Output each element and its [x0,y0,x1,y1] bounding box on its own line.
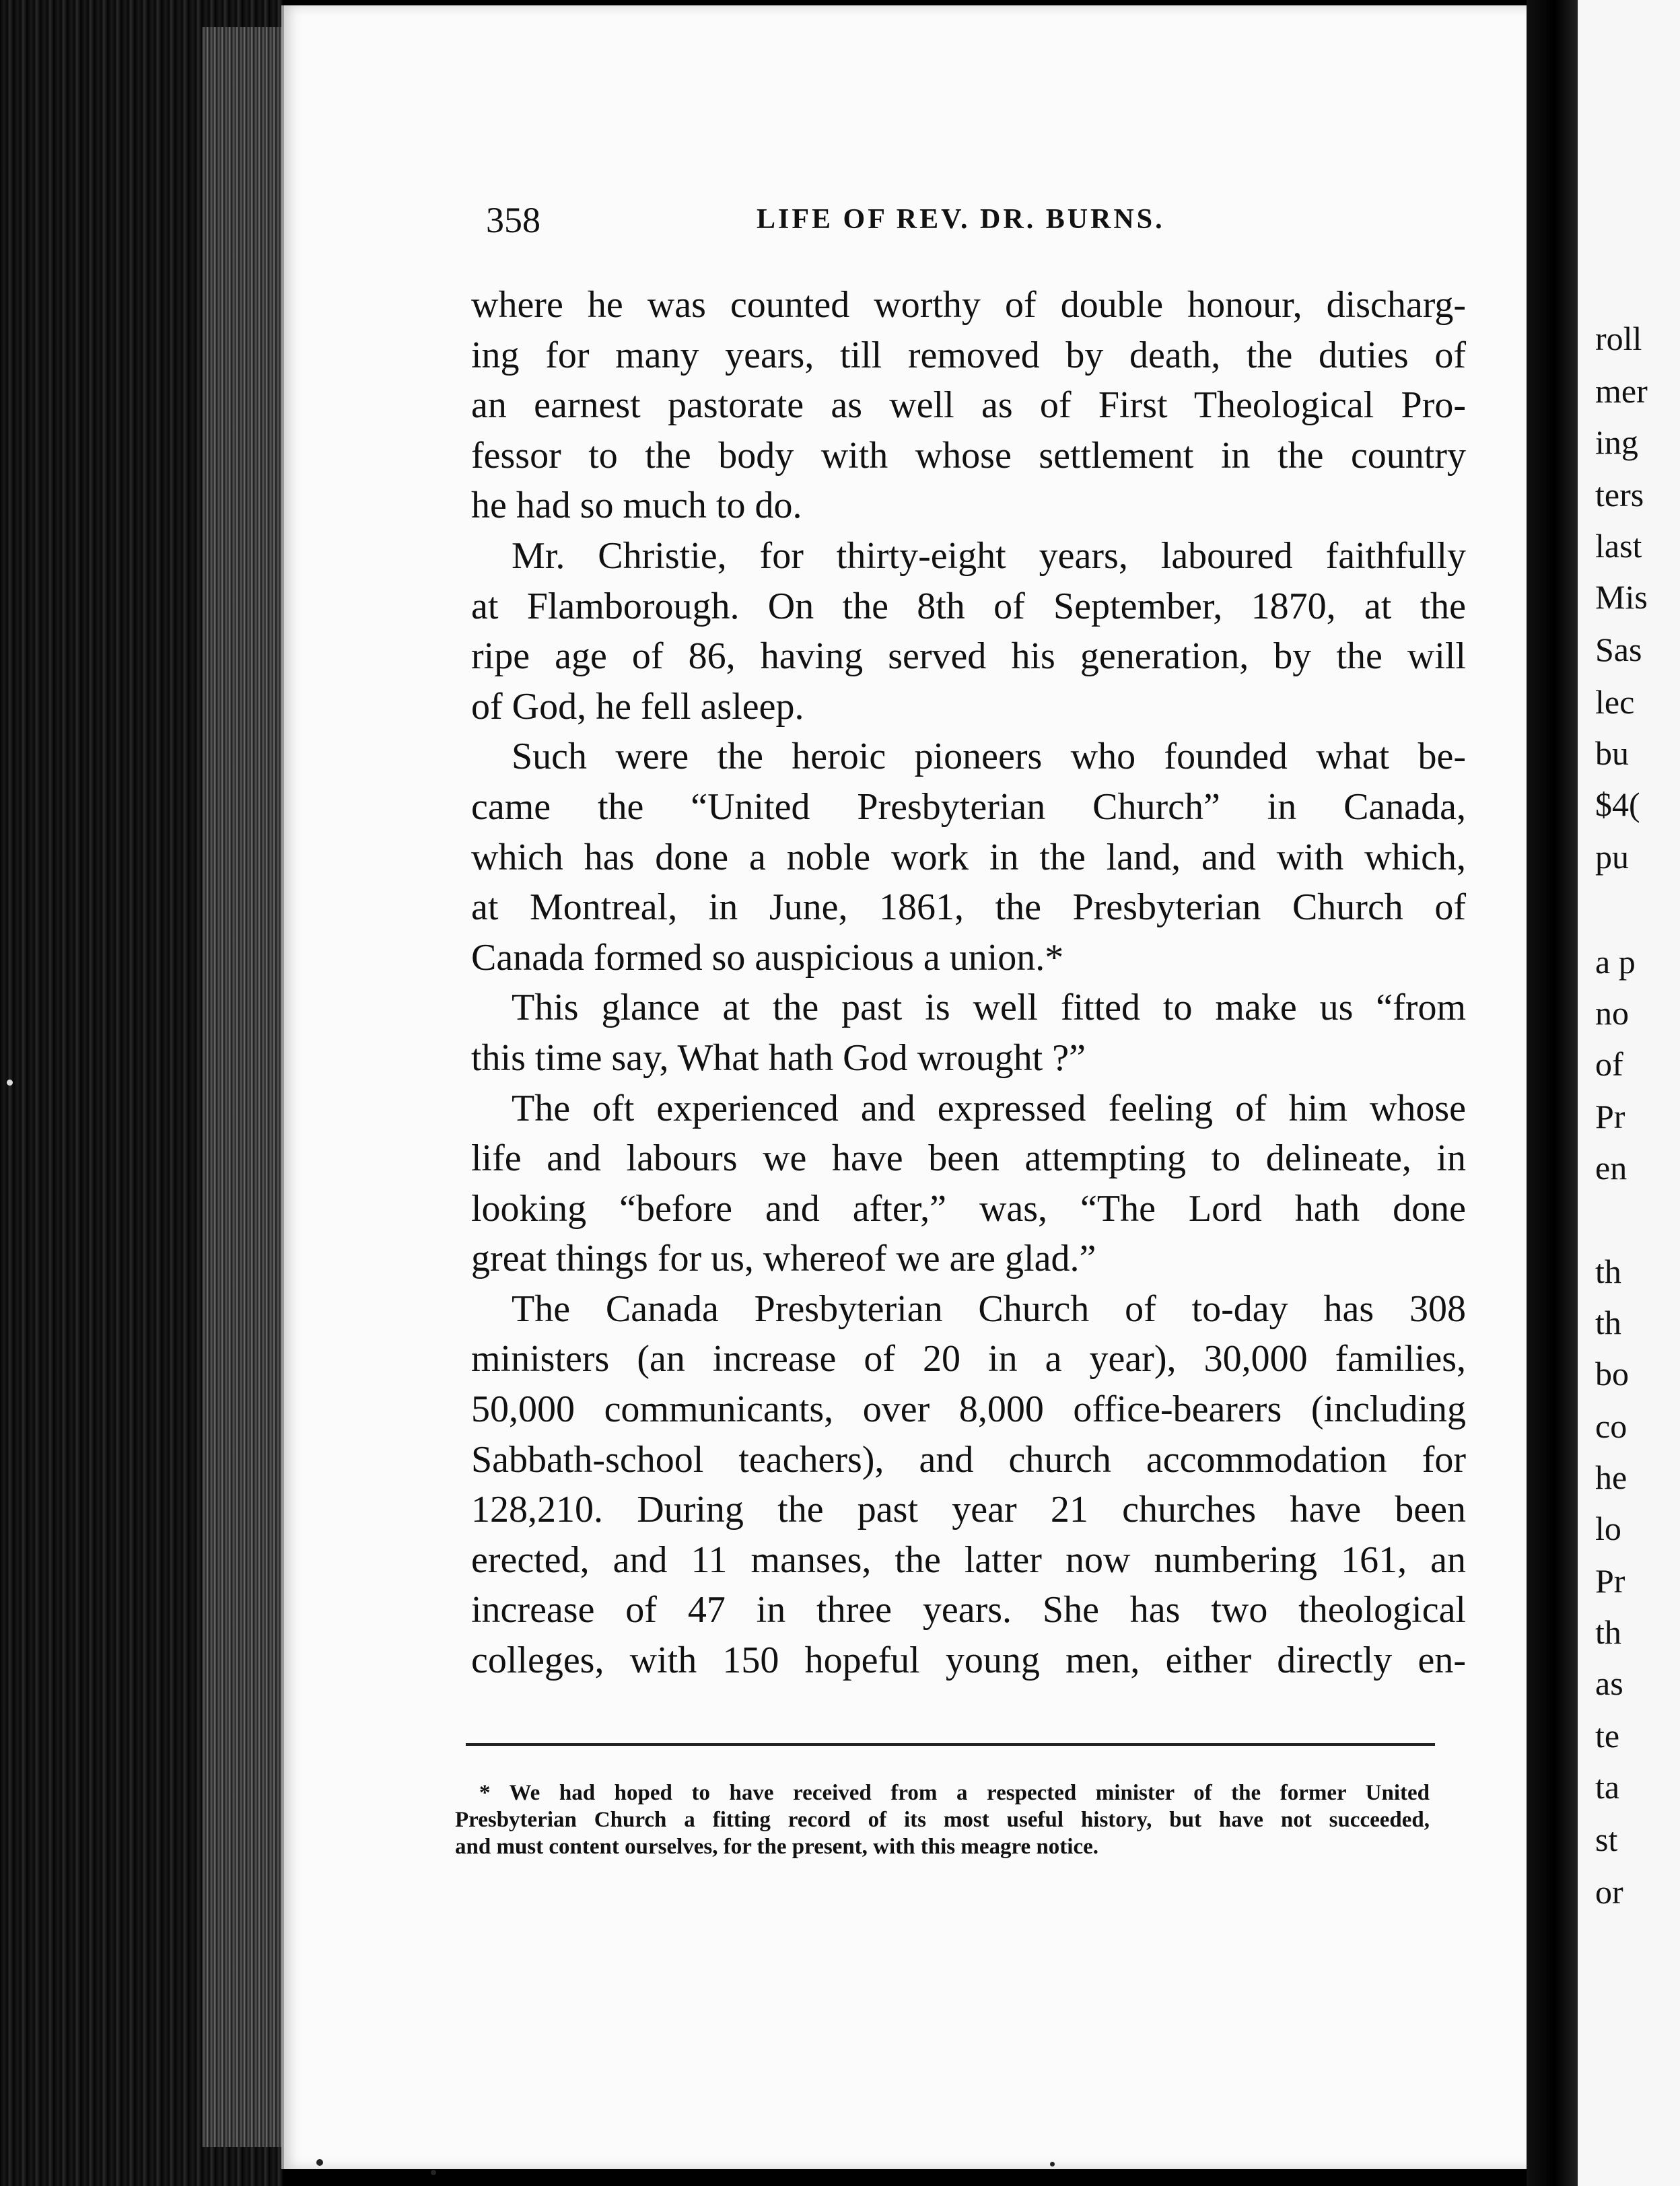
text-line: increase of 47 in three years. She has two theological [471,1589,1466,1631]
next-page-fragment: Sas [1595,631,1642,668]
text-line: came the “United Presbyterian Church” in Canada, [471,785,1466,828]
text-line: of God, he fell asleep. [471,685,804,728]
next-page-fragment: a p [1595,943,1636,981]
running-title: LIFE OF REV. DR. BURNS. [757,204,1165,235]
text-line: colleges, with 150 hopeful young men, either directly en- [471,1640,1466,1682]
next-page-fragment: ing [1595,423,1638,461]
text-line: Mr. Christie, for thirty-eight years, laboured faithfully [512,534,1466,577]
scan-speck [7,1080,13,1086]
text-line: ripe age of 86, having served his generation, by the will [471,635,1466,678]
next-page-fragment: mer [1595,372,1648,410]
next-page-fragment: co [1595,1407,1628,1445]
body-text [471,280,1466,1686]
scan-speck [316,2159,323,2166]
next-page-fragment: last [1595,527,1642,565]
footnote [455,1779,1430,1860]
text-line: 50,000 communicants, over 8,000 office-bearers (including [471,1388,1466,1431]
next-page-fragment: as [1595,1664,1623,1702]
next-page-fragment: Mis [1595,578,1648,616]
text-line: life and labours we have been attempting to delineate, in [471,1137,1466,1180]
page-header [486,199,1199,246]
next-page-edge [1578,0,1680,2186]
footnote-rule [466,1743,1435,1746]
text-line: The oft experienced and expressed feeling of him whose [512,1087,1466,1129]
next-page-fragment: lec [1595,683,1635,721]
text-line: ing for many years, till removed by death, the duties of [471,334,1466,376]
page-number: 358 [486,200,540,240]
next-page-fragment: te [1595,1717,1620,1755]
next-page-fragment: $4( [1595,785,1640,823]
scan-speck [431,2170,436,2175]
text-line: This glance at the past is well fitted to make us “from [512,987,1466,1029]
text-line: Sabbath-school teachers), and church accommodation for [471,1438,1466,1481]
next-page-fragment: en [1595,1149,1628,1187]
next-page-fragment: th [1595,1253,1621,1290]
text-line: at Flamborough. On the 8th of September, 1870, at the [471,585,1466,627]
text-line: ministers (an increase of 20 in a year), 30,000 families, [471,1338,1466,1380]
next-page-fragment: th [1595,1613,1621,1651]
next-page-fragment: bo [1595,1355,1629,1392]
text-line: an earnest pastorate as well as of First Theological Pro- [471,384,1466,427]
scan-speck [1050,2162,1055,2166]
next-page-fragment: Pr [1595,1098,1625,1135]
text-line: erected, and 11 manses, the latter now numbering 161, an [471,1539,1466,1581]
footnote-line: Presbyterian Church a fitting record of its most useful history, but have not succeeded, [455,1808,1430,1832]
next-page-fragment: bu [1595,734,1629,772]
text-line: at Montreal, in June, 1861, the Presbyterian Church of [471,886,1466,929]
text-line: Canada formed so auspicious a union.* [471,936,1064,979]
text-line: this time say, What hath God wrought ?” [471,1036,1086,1079]
next-page-fragment: lo [1595,1510,1621,1547]
footnote-line: * We had hoped to have received from a respected minister of the former United [479,1781,1430,1805]
text-line: looking “before and after,” was, “The Lord hath done [471,1187,1466,1230]
next-page-fragment: roll [1595,320,1642,357]
page-edges [202,27,283,2147]
text-line: he had so much to do. [471,485,802,527]
next-page-fragment: no [1595,994,1629,1032]
text-line: The Canada Presbyterian Church of to-day has 308 [512,1288,1466,1330]
next-page-fragment: he [1595,1458,1628,1496]
text-line: great things for us, whereof we are glad.” [471,1238,1096,1280]
next-page-fragment: st [1595,1821,1618,1858]
next-page-fragment: or [1595,1873,1623,1911]
next-page-fragment: ta [1595,1768,1620,1806]
text-line: 128,210. During the past year 21 churches have been [471,1489,1466,1531]
next-page-fragment: of [1595,1045,1623,1083]
gutter-shadow [1527,0,1578,2186]
text-line: where he was counted worthy of double honour, discharg- [471,284,1466,326]
next-page-fragment: Pr [1595,1562,1625,1600]
text-line: fessor to the body with whose settlement in the country [471,434,1466,477]
footnote-line: and must content ourselves, for the present, with this meagre notice. [455,1835,1099,1859]
next-page-fragment: th [1595,1304,1621,1341]
text-line: Such were the heroic pioneers who founded what be- [512,736,1466,778]
text-line: which has done a noble work in the land, and with which, [471,836,1466,878]
next-page-fragment: ters [1595,476,1644,514]
next-page-fragment: pu [1595,838,1629,876]
